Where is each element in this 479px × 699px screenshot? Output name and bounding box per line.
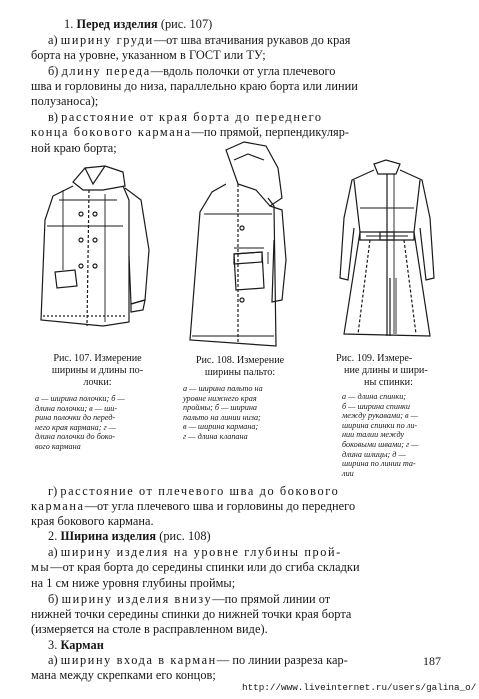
item-marker: а) <box>48 545 61 559</box>
term: кармана <box>31 499 85 513</box>
s2-item-b-line1 <box>48 591 330 607</box>
item-v-line3: ной краю борта; <box>31 141 117 155</box>
legend-line: б — ширина спинки <box>342 401 410 411</box>
caption-line: ны спинки: <box>364 377 413 388</box>
section-number: 3. <box>48 638 58 652</box>
s2-item-b-line3: (измеряется на столе в расправленном виде). <box>31 622 268 636</box>
section-1-heading <box>64 16 212 32</box>
caption-line: ние длины и шири- <box>344 365 428 376</box>
legend-line: между рукавами; в — <box>342 411 418 421</box>
item-text: —по прямой линии от <box>212 592 331 606</box>
s3-item-a-line1 <box>48 652 348 668</box>
s2-item-a-line3: на 1 см ниже уровня глубины проймы; <box>31 576 236 590</box>
caption-line: ширины и длины по- <box>51 365 144 376</box>
section-title: Перед изделия <box>76 17 158 31</box>
figure-109-caption <box>336 353 454 389</box>
figure-109-illustration <box>330 158 442 346</box>
section-2-heading <box>48 528 211 544</box>
item-text: —по прямой, перпендикуляр- <box>191 125 350 139</box>
watermark-url: http://www.liveinternet.ru/users/galina_o/ <box>242 682 477 693</box>
item-b-line2: шва и горловины до низа, параллельно краю борта или линии <box>31 79 358 93</box>
item-marker: а) <box>48 33 61 47</box>
item-g-line3: края бокового кармана. <box>31 514 154 528</box>
s2-item-a-line2 <box>31 559 360 575</box>
item-a-line1 <box>48 32 351 48</box>
legend-line: боковыми швами; г — <box>342 439 419 449</box>
figure-107-caption <box>35 353 160 389</box>
legend-line: ширина по линии та- <box>342 459 416 469</box>
legend-line: вого кармана <box>35 441 81 451</box>
item-marker: а) <box>48 653 61 667</box>
caption-line: ширины пальто: <box>204 367 276 378</box>
legend-line: рина полочки до перед- <box>35 413 116 423</box>
legend-line: нии талии между <box>342 430 405 440</box>
s2-item-a-line1 <box>48 544 342 560</box>
term: ширину изделия внизу <box>61 592 213 606</box>
caption-line: Рис. 109. Измере- <box>336 353 413 364</box>
figure-107-illustration <box>33 160 161 350</box>
item-text: —от шва втачивания рукавов до края <box>153 33 351 47</box>
figure-108-caption <box>181 355 299 379</box>
page-number: 187 <box>423 654 441 668</box>
term: ширину груди <box>60 33 154 47</box>
figure-109-legend <box>342 392 419 478</box>
legend-line: ширина спинки по ли- <box>342 420 418 430</box>
legend-line: а — ширина полочки; б — <box>35 394 125 403</box>
item-marker: б) <box>48 64 62 78</box>
item-b-line3: полузаноса); <box>31 94 99 108</box>
legend-line: уровне нижнего края <box>183 393 257 403</box>
figure-108-legend <box>183 384 263 442</box>
section-number: 1. <box>64 17 74 31</box>
item-a-line2: борта на уровне, указанном в ГОСТ или ТУ; <box>31 48 266 62</box>
term: ширину входа в карман <box>60 653 217 667</box>
item-v-line2 <box>31 124 349 140</box>
term: ширину изделия на уровне глубины прой- <box>60 545 342 559</box>
section-3-heading <box>48 637 104 653</box>
item-b-line1 <box>48 63 336 79</box>
item-g-line2 <box>31 498 355 514</box>
s3-item-a-line2: мана между скрепками его концов; <box>31 668 216 682</box>
legend-line: а — ширина пальто на <box>183 384 263 393</box>
caption-line: Рис. 107. Измерение <box>53 353 142 364</box>
term: расстояние от плечевого шва до бокового <box>60 484 340 498</box>
caption-line: Рис. 108. Измерение <box>195 355 285 366</box>
legend-line: а — длина спинки; <box>342 392 407 401</box>
item-g-line1 <box>48 483 339 499</box>
item-marker: г) <box>48 484 61 498</box>
legend-line: в — ширина кармана; <box>183 422 259 432</box>
figure-108-illustration <box>178 140 296 352</box>
term: расстояние от края борта до переднего <box>61 110 323 124</box>
section-title: Ширина изделия <box>60 529 157 543</box>
item-text: —от угла плечевого шва и горловины до переднего <box>84 499 356 513</box>
figure-reference: (рис. 108) <box>159 529 211 543</box>
legend-line: проймы; б — ширина <box>183 403 258 413</box>
caption-line: лочки: <box>83 377 112 388</box>
legend-line: длина шлицы; д — <box>342 449 406 459</box>
term: длину переда <box>61 64 151 78</box>
item-text: —от края борта до середины спинки или до сгиба складки <box>50 560 360 574</box>
section-number: 2. <box>48 529 58 543</box>
legend-line: длина полочки; в — ши- <box>35 403 118 413</box>
item-marker: б) <box>48 592 62 606</box>
legend-line: лии <box>342 468 354 478</box>
item-text: —вдоль полочки от угла плечевого <box>150 64 336 78</box>
term: конца бокового кармана <box>31 125 192 139</box>
legend-line: него края кармана; г — <box>35 422 117 432</box>
figure-107-legend <box>35 394 125 452</box>
figure-reference: (рис. 107) <box>160 17 213 31</box>
item-marker: в) <box>48 110 62 124</box>
item-v-line1 <box>48 109 323 125</box>
legend-line: г — длина клапана <box>183 431 248 441</box>
section-title: Карман <box>60 638 104 652</box>
s2-item-b-line2: нижней точки середины спинки до нижней точки края борта <box>31 607 352 621</box>
legend-line: пальто на линии низа; <box>183 412 261 422</box>
item-text: — по линии разреза кар- <box>216 653 348 667</box>
term: мы <box>31 560 51 574</box>
legend-line: длина полочки до боко- <box>35 432 116 442</box>
